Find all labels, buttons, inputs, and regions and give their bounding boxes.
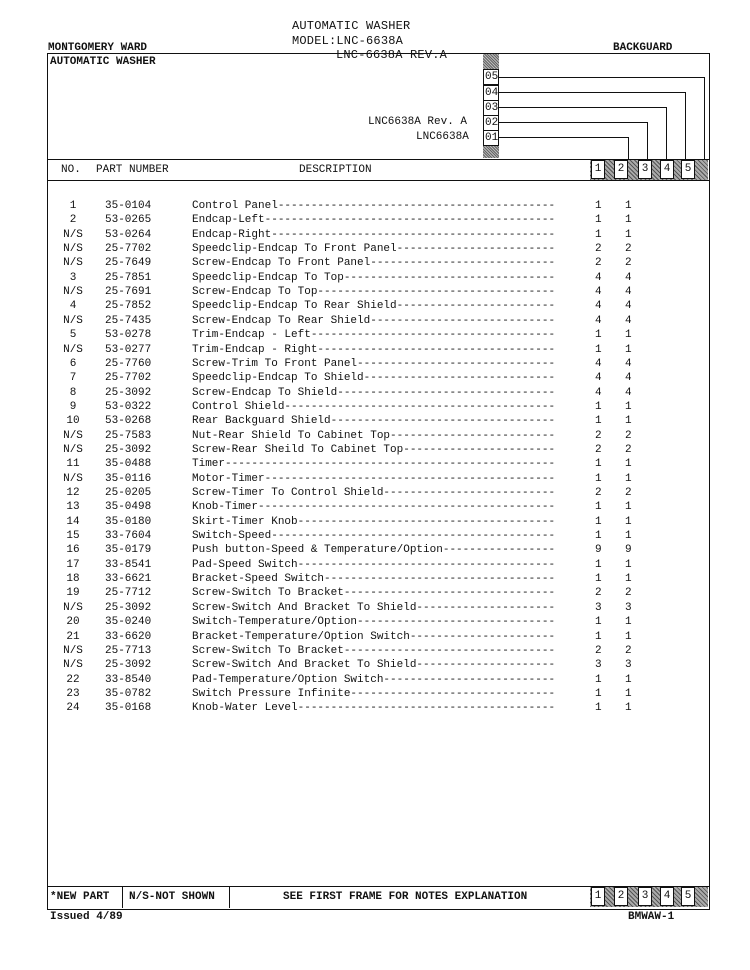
part-number: 25-7702 — [105, 243, 152, 256]
footer-notes: SEE FIRST FRAME FOR NOTES EXPLANATION — [283, 891, 528, 903]
qty-rev-1: 1 — [595, 214, 602, 227]
part-number: 25-7712 — [105, 587, 152, 600]
model-rev-label: LNC6638A Rev. A — [368, 116, 468, 128]
qty-rev-2: 9 — [625, 544, 632, 557]
qty-rev-1: 1 — [595, 501, 602, 514]
qty-rev-1: 1 — [595, 616, 602, 629]
part-number: 25-7649 — [105, 257, 152, 270]
item-number: N/S — [63, 343, 83, 356]
rev-line-05 — [499, 77, 704, 78]
qty-rev-1: 1 — [595, 515, 602, 528]
qty-rev-2: 1 — [625, 415, 632, 428]
part-number: 33-6620 — [105, 630, 152, 643]
qty-rev-2: 1 — [625, 343, 632, 356]
item-number: 13 — [66, 501, 80, 514]
qty-rev-2: 4 — [625, 386, 632, 399]
part-description: Speedclip-Endcap To Top-------------------------------- — [192, 271, 556, 284]
qty-rev-2: 2 — [625, 243, 632, 256]
qty-rev-2: 1 — [625, 530, 632, 543]
qty-rev-2: 1 — [625, 501, 632, 514]
qty-rev-1: 1 — [595, 558, 602, 571]
part-number: 35-0179 — [105, 544, 152, 557]
page-code: BMWAW-1 — [628, 911, 675, 923]
qty-rev-1: 2 — [595, 429, 602, 442]
part-description: Knob-Timer--------------------------------------------- — [192, 501, 556, 514]
rev-line-04 — [499, 92, 685, 93]
part-description: Screw-Endcap To Top------------------------------------ — [192, 286, 556, 299]
part-number: 35-0782 — [105, 687, 152, 700]
qty-rev-2: 1 — [625, 687, 632, 700]
item-number: N/S — [63, 228, 83, 241]
item-number: N/S — [63, 659, 83, 672]
item-number: 10 — [66, 415, 80, 428]
part-description: Speedclip-Endcap To Rear Shield------------------------ — [192, 300, 556, 313]
rev-02: 02 — [485, 117, 499, 129]
qty-rev-1: 1 — [595, 573, 602, 586]
qty-rev-1: 4 — [595, 271, 602, 284]
qty-rev-2: 2 — [625, 487, 632, 499]
item-number: 19 — [66, 587, 80, 600]
qty-rev-2: 1 — [625, 329, 632, 342]
part-number: 25-7852 — [105, 300, 152, 313]
qty-rev-2: 4 — [625, 314, 632, 327]
item-number: 3 — [69, 271, 77, 284]
footer-frame-5: 5 — [681, 887, 695, 906]
part-description: Screw-Switch And Bracket To Shield--------------------- — [192, 659, 556, 672]
qty-rev-2: 3 — [625, 659, 632, 672]
item-number: 15 — [66, 530, 80, 543]
part-description: Switch Pressure Infinite------------------------------- — [192, 687, 556, 700]
qty-rev-2: 1 — [625, 400, 632, 413]
part-description: Bracket-Temperature/Option Switch---------------------- — [192, 630, 556, 643]
qty-rev-2: 1 — [625, 702, 632, 715]
qty-rev-2: 1 — [625, 515, 632, 528]
subtitle: AUTOMATIC WASHER — [50, 56, 156, 68]
part-description: Control Panel------------------------------------------ — [192, 200, 556, 212]
qty-rev-1: 4 — [595, 314, 602, 327]
part-description: Endcap-Right------------------------------------------- — [192, 228, 556, 241]
rev-01: 01 — [485, 132, 499, 144]
item-number: 11 — [66, 458, 80, 471]
part-number: 53-0322 — [105, 400, 152, 413]
footer-frame-4: 4 — [660, 887, 674, 906]
item-number: 12 — [66, 487, 80, 499]
part-number: 25-7851 — [105, 271, 152, 284]
col-desc-header: DESCRIPTION — [299, 164, 372, 176]
qty-rev-2: 1 — [625, 558, 632, 571]
qty-rev-2: 3 — [625, 601, 632, 614]
item-number: 7 — [69, 372, 77, 385]
part-number: 25-0205 — [105, 487, 152, 499]
part-number: 25-3092 — [105, 659, 152, 672]
qty-rev-2: 1 — [625, 458, 632, 471]
part-description: Rear Backguard Shield---------------------------------- — [192, 415, 556, 428]
qty-rev-1: 2 — [595, 644, 602, 657]
rev-line-03 — [499, 107, 666, 108]
part-description: Knob-Water Level--------------------------------------- — [192, 702, 556, 715]
part-number: 25-7702 — [105, 372, 152, 385]
part-description: Trim-Endcap - Left------------------------------------- — [192, 329, 556, 342]
qty-rev-2: 2 — [625, 587, 632, 600]
item-number: 4 — [69, 300, 77, 313]
qty-rev-1: 9 — [595, 544, 602, 557]
part-description: Speedclip-Endcap To Front Panel------------------------ — [192, 243, 556, 256]
item-number: N/S — [63, 286, 83, 299]
qty-rev-1: 4 — [595, 300, 602, 313]
qty-rev-1: 1 — [595, 343, 602, 356]
item-number: 14 — [66, 515, 80, 528]
part-number: 53-0278 — [105, 329, 152, 342]
part-number: 33-6621 — [105, 573, 152, 586]
qty-rev-1: 1 — [595, 228, 602, 241]
part-description: Switch-Temperature/Option------------------------------ — [192, 616, 556, 629]
part-number: 35-0180 — [105, 515, 152, 528]
parts-list — [0, 200, 750, 720]
issued-date: Issued 4/89 — [50, 911, 123, 923]
part-number: 53-0264 — [105, 228, 152, 241]
item-number: 16 — [66, 544, 80, 557]
model-label: LNC6638A — [416, 131, 469, 143]
item-number: N/S — [63, 601, 83, 614]
item-number: 5 — [69, 329, 77, 342]
qty-rev-1: 4 — [595, 372, 602, 385]
part-number: 53-0268 — [105, 415, 152, 428]
part-description: Screw-Rear Sheild To Cabinet Top----------------------- — [192, 443, 556, 456]
part-number: 25-7760 — [105, 357, 152, 370]
qty-rev-2: 1 — [625, 200, 632, 212]
item-number: 24 — [66, 702, 80, 715]
rev-05: 05 — [485, 71, 499, 83]
item-number: N/S — [63, 429, 83, 442]
footer-frame-2: 2 — [614, 887, 628, 906]
qty-rev-1: 1 — [595, 329, 602, 342]
qty-rev-1: 1 — [595, 702, 602, 715]
title-line2: MODEL:LNC-6638A — [292, 34, 404, 48]
part-description: Screw-Switch To Bracket-------------------------------- — [192, 644, 556, 657]
part-description: Screw-Switch And Bracket To Shield--------------------- — [192, 601, 556, 614]
part-description: Switch-Speed------------------------------------------- — [192, 530, 556, 543]
footer-not-shown: N/S-NOT SHOWN — [129, 891, 215, 903]
section-label: BACKGUARD — [613, 42, 673, 54]
item-number: 6 — [69, 357, 77, 370]
part-number: 35-0488 — [105, 458, 152, 471]
frame-num-3: 3 — [638, 160, 652, 179]
part-number: 33-8540 — [105, 673, 152, 686]
qty-rev-2: 4 — [625, 357, 632, 370]
footer-frame-1: 1 — [591, 887, 605, 906]
frame-num-2: 2 — [614, 160, 628, 179]
footer-new-part: *NEW PART — [50, 891, 110, 903]
qty-rev-2: 2 — [625, 443, 632, 456]
part-number: 33-8541 — [105, 558, 152, 571]
qty-rev-1: 1 — [595, 530, 602, 543]
qty-rev-2: 2 — [625, 429, 632, 442]
qty-rev-1: 4 — [595, 286, 602, 299]
qty-rev-2: 4 — [625, 271, 632, 284]
qty-rev-2: 1 — [625, 630, 632, 643]
qty-rev-1: 1 — [595, 472, 602, 485]
part-description: Skirt-Timer Knob--------------------------------------- — [192, 515, 556, 528]
rev-line-01 — [499, 137, 628, 138]
part-number: 35-0116 — [105, 472, 152, 485]
col-part-header: PART NUMBER — [96, 164, 169, 176]
item-number: 21 — [66, 630, 80, 643]
part-description: Pad-Speed Switch--------------------------------------- — [192, 558, 556, 571]
part-number: 35-0498 — [105, 501, 152, 514]
item-number: N/S — [63, 644, 83, 657]
part-description: Control Shield----------------------------------------- — [192, 400, 556, 413]
qty-rev-2: 1 — [625, 228, 632, 241]
part-description: Endcap-Left-------------------------------------------- — [192, 214, 556, 227]
qty-rev-1: 3 — [595, 659, 602, 672]
qty-rev-1: 1 — [595, 200, 602, 212]
item-number: N/S — [63, 243, 83, 256]
part-number: 25-3092 — [105, 601, 152, 614]
footer-frame-3: 3 — [638, 887, 652, 906]
item-number: 20 — [66, 616, 80, 629]
item-number: 1 — [69, 200, 77, 212]
part-number: 53-0277 — [105, 343, 152, 356]
item-number: 22 — [66, 673, 80, 686]
qty-rev-1: 2 — [595, 443, 602, 456]
item-number: N/S — [63, 443, 83, 456]
item-number: N/S — [63, 257, 83, 270]
frame-num-1: 1 — [591, 160, 605, 179]
part-description: Timer-------------------------------------------------- — [192, 458, 556, 471]
qty-rev-1: 2 — [595, 257, 602, 270]
part-description: Nut-Rear Shield To Cabinet Top------------------------- — [192, 429, 556, 442]
rev-line-02 — [499, 122, 647, 123]
part-number: 25-3092 — [105, 443, 152, 456]
qty-rev-1: 2 — [595, 243, 602, 256]
part-description: Push button-Speed & Temperature/Option----------------- — [192, 544, 556, 557]
part-number: 25-7583 — [105, 429, 152, 442]
qty-rev-2: 1 — [625, 616, 632, 629]
part-description: Screw-Trim To Front Panel------------------------------ — [192, 357, 556, 370]
part-number: 35-0104 — [105, 200, 152, 212]
qty-rev-1: 1 — [595, 400, 602, 413]
qty-rev-2: 4 — [625, 300, 632, 313]
qty-rev-1: 1 — [595, 687, 602, 700]
item-number: 8 — [69, 386, 77, 399]
part-number: 35-0168 — [105, 702, 152, 715]
part-number: 25-3092 — [105, 386, 152, 399]
part-description: Trim-Endcap - Right------------------------------------ — [192, 343, 556, 356]
item-number: 2 — [69, 214, 77, 227]
qty-rev-1: 1 — [595, 673, 602, 686]
part-description: Screw-Endcap To Shield--------------------------------- — [192, 386, 556, 399]
frame-num-4: 4 — [660, 160, 674, 179]
item-number: N/S — [63, 314, 83, 327]
qty-rev-2: 2 — [625, 257, 632, 270]
part-description: Screw-Endcap To Rear Shield---------------------------- — [192, 314, 556, 327]
qty-rev-1: 2 — [595, 587, 602, 600]
qty-rev-2: 1 — [625, 472, 632, 485]
qty-rev-1: 2 — [595, 487, 602, 499]
part-number: 35-0240 — [105, 616, 152, 629]
qty-rev-1: 4 — [595, 357, 602, 370]
qty-rev-2: 1 — [625, 673, 632, 686]
title-line1: AUTOMATIC WASHER — [292, 19, 411, 33]
item-number: 9 — [69, 400, 77, 413]
qty-rev-2: 1 — [625, 214, 632, 227]
item-number: 17 — [66, 558, 80, 571]
part-description: Screw-Endcap To Front Panel---------------------------- — [192, 257, 556, 270]
rev-03: 03 — [485, 102, 499, 114]
rev-04: 04 — [485, 87, 499, 99]
qty-rev-2: 2 — [625, 644, 632, 657]
title-line3: LNC-6638A REV.A — [336, 48, 448, 62]
qty-rev-1: 1 — [595, 458, 602, 471]
frame-num-5: 5 — [681, 160, 695, 179]
qty-rev-1: 1 — [595, 630, 602, 643]
part-number: 53-0265 — [105, 214, 152, 227]
part-number: 33-7604 — [105, 530, 152, 543]
qty-rev-1: 4 — [595, 386, 602, 399]
brand-label: MONTGOMERY WARD — [48, 42, 148, 54]
part-description: Speedclip-Endcap To Shield----------------------------- — [192, 372, 556, 385]
part-number: 25-7691 — [105, 286, 152, 299]
qty-rev-2: 4 — [625, 286, 632, 299]
part-description: Bracket-Speed Switch----------------------------------- — [192, 573, 556, 586]
part-description: Screw-Switch To Bracket-------------------------------- — [192, 587, 556, 600]
qty-rev-2: 4 — [625, 372, 632, 385]
part-number: 25-7713 — [105, 644, 152, 657]
qty-rev-1: 1 — [595, 415, 602, 428]
item-number: 18 — [66, 573, 80, 586]
part-description: Screw-Timer To Control Shield-------------------------- — [192, 487, 556, 499]
item-number: N/S — [63, 472, 83, 485]
item-number: 23 — [66, 687, 80, 700]
part-description: Motor-Timer-------------------------------------------- — [192, 472, 556, 485]
qty-rev-2: 1 — [625, 573, 632, 586]
part-description: Pad-Temperature/Option Switch-------------------------- — [192, 673, 556, 686]
qty-rev-1: 3 — [595, 601, 602, 614]
part-number: 25-7435 — [105, 314, 152, 327]
col-no-header: NO. — [61, 164, 81, 176]
